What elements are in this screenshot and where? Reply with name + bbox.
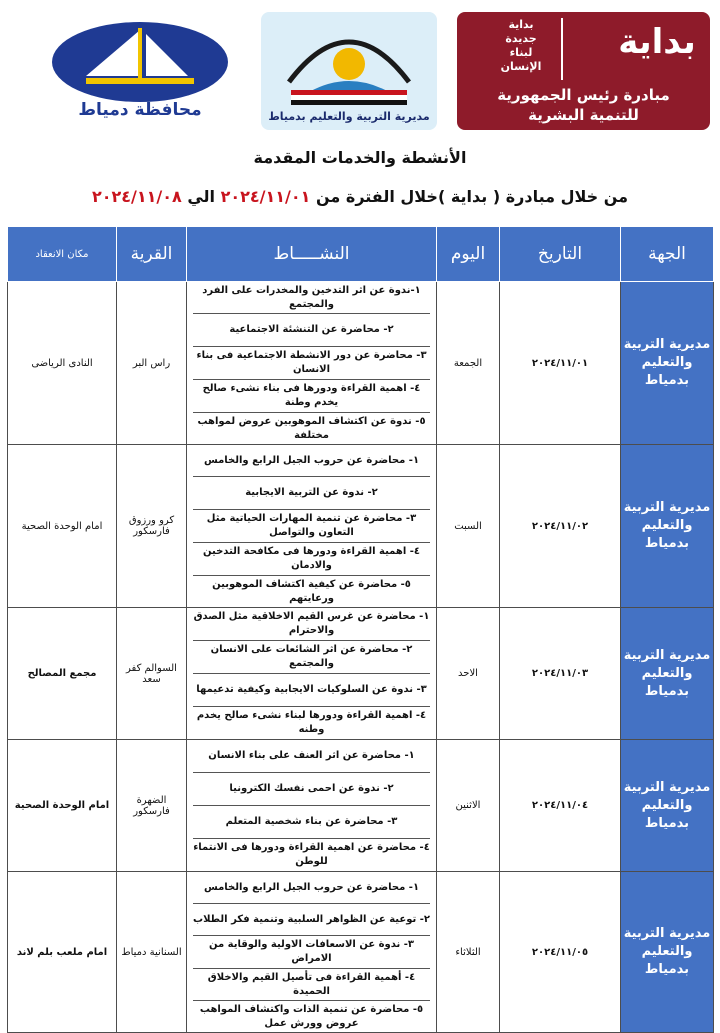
cell-village: كرو ورزوق فارسكور <box>117 445 187 608</box>
cell-activities <box>187 608 437 740</box>
activity-item: ١- محاضرة عن اثر العنف على بناء الانسان <box>193 740 430 773</box>
logo-right-caption-1: مبادرة رئيس الجمهورية <box>497 86 670 104</box>
activity-item: ٣- محاضرة عن بناء شخصية المتعلم <box>193 806 430 839</box>
activity-item: ٢- ندوة عن احمى نفسك الكترونيا <box>193 773 430 806</box>
col-header-date: التاريخ <box>500 227 621 282</box>
subtitle-prefix: من خلال مبادرة ( بداية )خلال الفترة من <box>316 187 629 206</box>
activity-item: ١- محاضرة عن حروب الجيل الرابع والخامس <box>193 445 430 477</box>
activity-item: ٤- اهمية القراءة ودورها لبناء نشىء صالح يخدم وطنه <box>196 710 427 735</box>
table-row <box>8 740 714 872</box>
cell-date: ٢٠٢٤/١١/٠٢ <box>500 445 621 608</box>
activity-item: ٤- أهمية القراءة فى تأصيل القيم والاخلاق الحميدة <box>193 969 430 1001</box>
logo-left-caption: محافظة دمياط <box>78 100 202 120</box>
cell-activities <box>187 282 437 445</box>
date-from: ٢٠٢٤/١١/٠١ <box>220 187 311 206</box>
activity-item: ٤- محاضرة عن اهمية القراءة ودورها فى الانتماء للوطن <box>193 842 430 867</box>
activity-item: ٥- محاضرة عن كيفية اكتشاف الموهوبين ورعايتهم <box>212 578 411 604</box>
logo-line: جديدة <box>505 32 537 45</box>
cell-activities <box>187 872 437 1033</box>
subtitle-to-word: الي <box>187 187 216 206</box>
activity-item: ١-ندوة عن اثر التدخين والمخدرات على الفرد والمجتمع <box>193 282 430 314</box>
cell-org: مديرية التربية والتعليم بدمياط <box>621 282 714 445</box>
activity-item: ١- محاضرة عن غرس القيم الاخلاقية مثل الصدق والاحترام <box>193 608 430 641</box>
activity-item: ٤- اهمية القراءة ودورها فى بناء نشىء صالح يخدم وطنة <box>193 380 430 413</box>
activity-item: ٢- محاضرة عن اثر الشائعات على الانسان والمجتمع <box>193 641 430 674</box>
table-row <box>8 282 714 445</box>
cell-place: امام الوحدة الصحية <box>8 740 117 872</box>
logo-line: بداية <box>508 18 534 31</box>
logo-right-lines <box>485 18 557 74</box>
col-header-place: مكان الانعقاد <box>8 227 117 282</box>
activity-item: ٥- محاضرة عن تنمية الذات واكتشاف المواهب عروض وورش عمل <box>199 1003 424 1029</box>
cell-org: مديرية التربية والتعليم بدمياط <box>621 872 714 1033</box>
bedaya-initiative-logo <box>457 12 710 130</box>
cell-activities <box>187 740 437 872</box>
activity-item: ٢- محاضرة عن التنشئة الاجتماعية <box>193 314 430 347</box>
logo-line: الإنسان <box>500 60 542 73</box>
table-header-row <box>8 227 714 282</box>
activity-item: ٣- ندوة عن الاسعافات الاولية والوقاية من الامراض <box>193 936 430 969</box>
cell-activities <box>187 445 437 608</box>
activity-item: ٣- ندوة عن السلوكيات الايجابية وكيفية تدعيمها <box>193 674 430 707</box>
cell-day: الاثنين <box>437 740 500 872</box>
cell-place: امام الوحدة الصحية <box>8 445 117 608</box>
activity-item: ٥- ندوة عن اكتشاف الموهوبين عروض لمواهب مختلفة <box>197 415 426 441</box>
activity-item: ٣- محاضرة عن دور الانشطة الاجتماعية فى بناء الانسان <box>193 347 430 380</box>
cell-day: الاحد <box>437 608 500 740</box>
cell-village: الضهرة فارسكور <box>117 740 187 872</box>
damietta-governorate-logo <box>28 12 252 130</box>
cell-place: امام ملعب بلم لاند <box>8 872 117 1033</box>
activity-item: ١- محاضرة عن حروب الجيل الرابع والخامس <box>193 872 430 904</box>
cell-org: مديرية التربية والتعليم بدمياط <box>621 608 714 740</box>
cell-place: مجمع المصالح <box>8 608 117 740</box>
cell-day: الجمعة <box>437 282 500 445</box>
logo-line: لبناء <box>509 46 533 59</box>
col-header-activity: النشـــــاط <box>187 227 437 282</box>
activities-table <box>7 226 714 1033</box>
cell-village: السوالم كفر سعد <box>117 608 187 740</box>
col-header-org: الجهة <box>621 227 714 282</box>
activity-item: ٤- اهمية القراءة ودورها فى مكافحة التدخين والادمان <box>193 543 430 576</box>
cell-org: مديرية التربية والتعليم بدمياط <box>621 445 714 608</box>
logo-right-caption-2: للتنمية البشرية <box>528 106 639 124</box>
page-subtitle <box>0 187 720 206</box>
page-title: الأنشطة والخدمات المقدمة <box>253 148 467 167</box>
date-to: ٢٠٢٤/١١/٠٨ <box>91 187 182 206</box>
cell-org: مديرية التربية والتعليم بدمياط <box>621 740 714 872</box>
logo-bar <box>0 10 720 135</box>
logo-right-big: بداية <box>618 22 696 62</box>
cell-date: ٢٠٢٤/١١/٠١ <box>500 282 621 445</box>
table-row <box>8 445 714 608</box>
col-header-village: القرية <box>117 227 187 282</box>
cell-village: راس البر <box>117 282 187 445</box>
cell-day: الثلاثاء <box>437 872 500 1033</box>
logo-divider <box>561 18 563 80</box>
cell-village: السنانية دمياط <box>117 872 187 1033</box>
activity-item: ٢- توعية عن الظواهر السلبية وتنمية فكر الطلاب <box>193 904 430 936</box>
logo-mid-caption: مديرية التربية والتعليم بدمياط <box>268 110 430 123</box>
activity-item: ٣- محاضرة عن تنمية المهارات الحياتية مثل التعاون والتواصل <box>193 510 430 543</box>
col-header-day: اليوم <box>437 227 500 282</box>
cell-date: ٢٠٢٤/١١/٠٣ <box>500 608 621 740</box>
cell-date: ٢٠٢٤/١١/٠٤ <box>500 740 621 872</box>
education-directorate-logo <box>261 12 437 130</box>
cell-place: النادى الرياضى <box>8 282 117 445</box>
table-row <box>8 608 714 740</box>
activity-item: ٢- ندوة عن التربية الايجابية <box>193 477 430 510</box>
table-row <box>8 872 714 1033</box>
cell-date: ٢٠٢٤/١١/٠٥ <box>500 872 621 1033</box>
cell-day: السبت <box>437 445 500 608</box>
